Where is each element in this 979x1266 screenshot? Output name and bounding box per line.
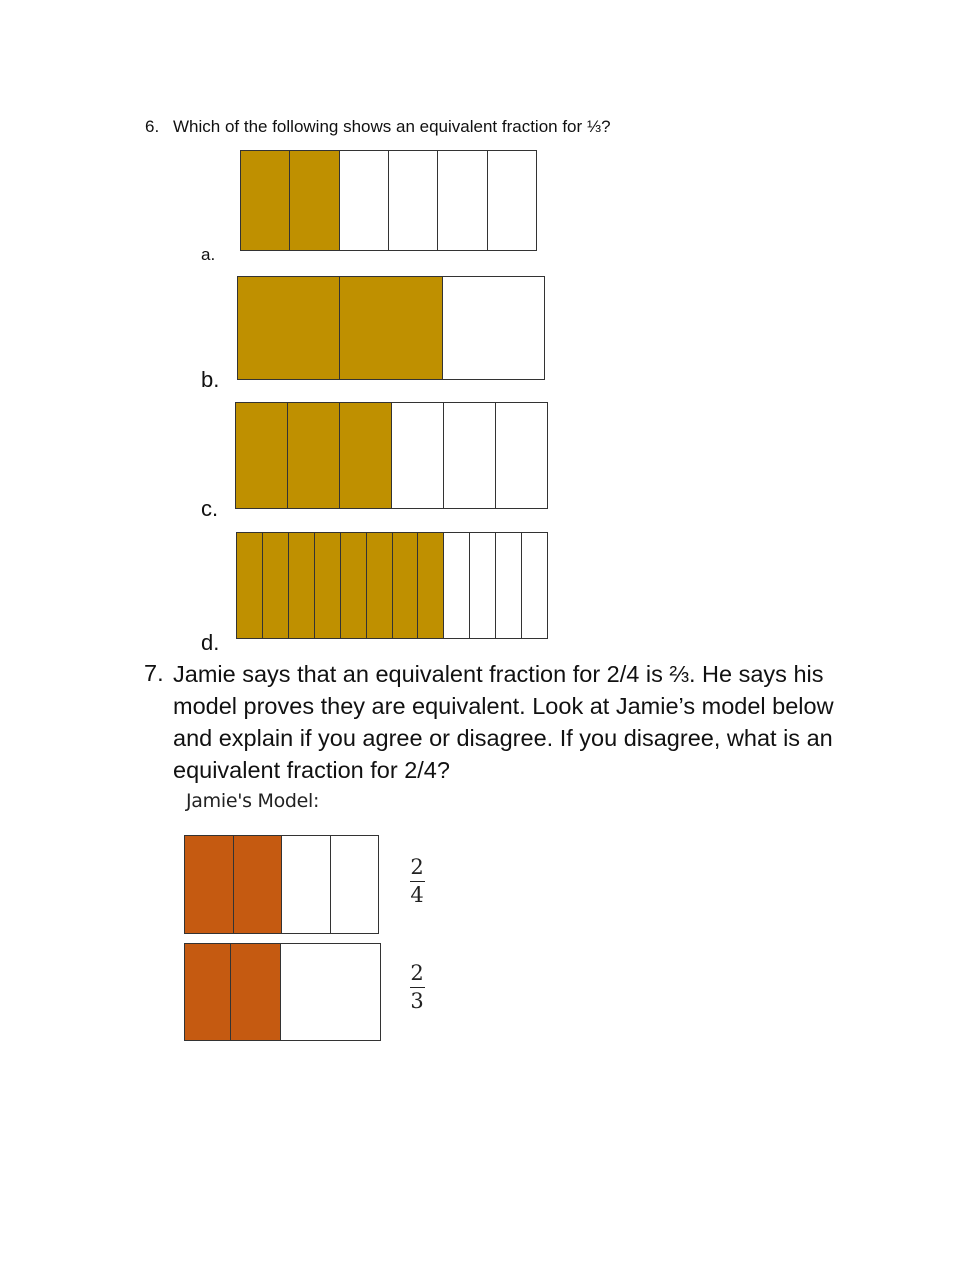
- fraction-bar-line: [410, 881, 425, 882]
- unshaded-part: [389, 151, 438, 250]
- shaded-part: [237, 533, 263, 638]
- unshaded-part: [443, 277, 544, 379]
- option-d-fraction-bar: [236, 532, 548, 639]
- shaded-part: [367, 533, 393, 638]
- option-b-fraction-bar: [237, 276, 545, 380]
- shaded-part: [340, 277, 442, 379]
- model-fraction-bar-fourths: [184, 835, 379, 934]
- shaded-part: [288, 403, 340, 508]
- unshaded-part: [488, 151, 536, 250]
- question-6-text: Which of the following shows an equivalent fraction for ⅓?: [173, 117, 611, 136]
- shaded-part: [315, 533, 341, 638]
- shaded-part: [231, 944, 281, 1040]
- shaded-part: [418, 533, 444, 638]
- unshaded-part: [340, 151, 389, 250]
- option-d-label: d.: [201, 630, 220, 655]
- unshaded-part: [331, 836, 379, 933]
- shaded-part: [290, 151, 339, 250]
- question-7-number: 7.: [144, 660, 164, 686]
- option-a-label: a.: [201, 245, 216, 264]
- shaded-part: [236, 403, 288, 508]
- unshaded-part: [444, 533, 470, 638]
- shaded-part: [340, 403, 392, 508]
- question-7-text: Jamie says that an equivalent fraction for 2/4 is ⅔. He says his model proves they are equivalent. Look at Jamie’s model below and explain if you agree or disagree. If you disagree, what is an equivalent fraction for 2/4?: [173, 661, 834, 783]
- unshaded-part: [470, 533, 496, 638]
- shaded-part: [238, 277, 340, 379]
- numerator: 2: [410, 961, 424, 985]
- unshaded-part: [496, 533, 522, 638]
- shaded-part: [241, 151, 290, 250]
- unshaded-part: [496, 403, 547, 508]
- question-6-number: 6.: [145, 117, 160, 136]
- shaded-part: [263, 533, 289, 638]
- model-title: Jamie's Model:: [186, 790, 320, 812]
- shaded-part: [185, 944, 231, 1040]
- denominator: 4: [410, 883, 424, 907]
- option-a-fraction-bar: [240, 150, 537, 251]
- unshaded-part: [282, 836, 331, 933]
- shaded-part: [185, 836, 234, 933]
- model-fraction-label-2-4: [407, 856, 427, 906]
- unshaded-part: [392, 403, 444, 508]
- fraction-bar-line: [410, 987, 425, 988]
- model-fraction-label-2-3: [407, 962, 427, 1012]
- option-c-label: c.: [201, 496, 219, 521]
- unshaded-part: [522, 533, 547, 638]
- unshaded-part: [444, 403, 496, 508]
- unshaded-part: [281, 944, 380, 1040]
- shaded-part: [341, 533, 367, 638]
- shaded-part: [289, 533, 315, 638]
- shaded-part: [393, 533, 419, 638]
- denominator: 3: [410, 989, 424, 1013]
- option-b-label: b.: [201, 367, 220, 392]
- numerator: 2: [410, 855, 424, 879]
- option-c-fraction-bar: [235, 402, 548, 509]
- model-fraction-bar-thirds: [184, 943, 381, 1041]
- unshaded-part: [438, 151, 487, 250]
- shaded-part: [234, 836, 283, 933]
